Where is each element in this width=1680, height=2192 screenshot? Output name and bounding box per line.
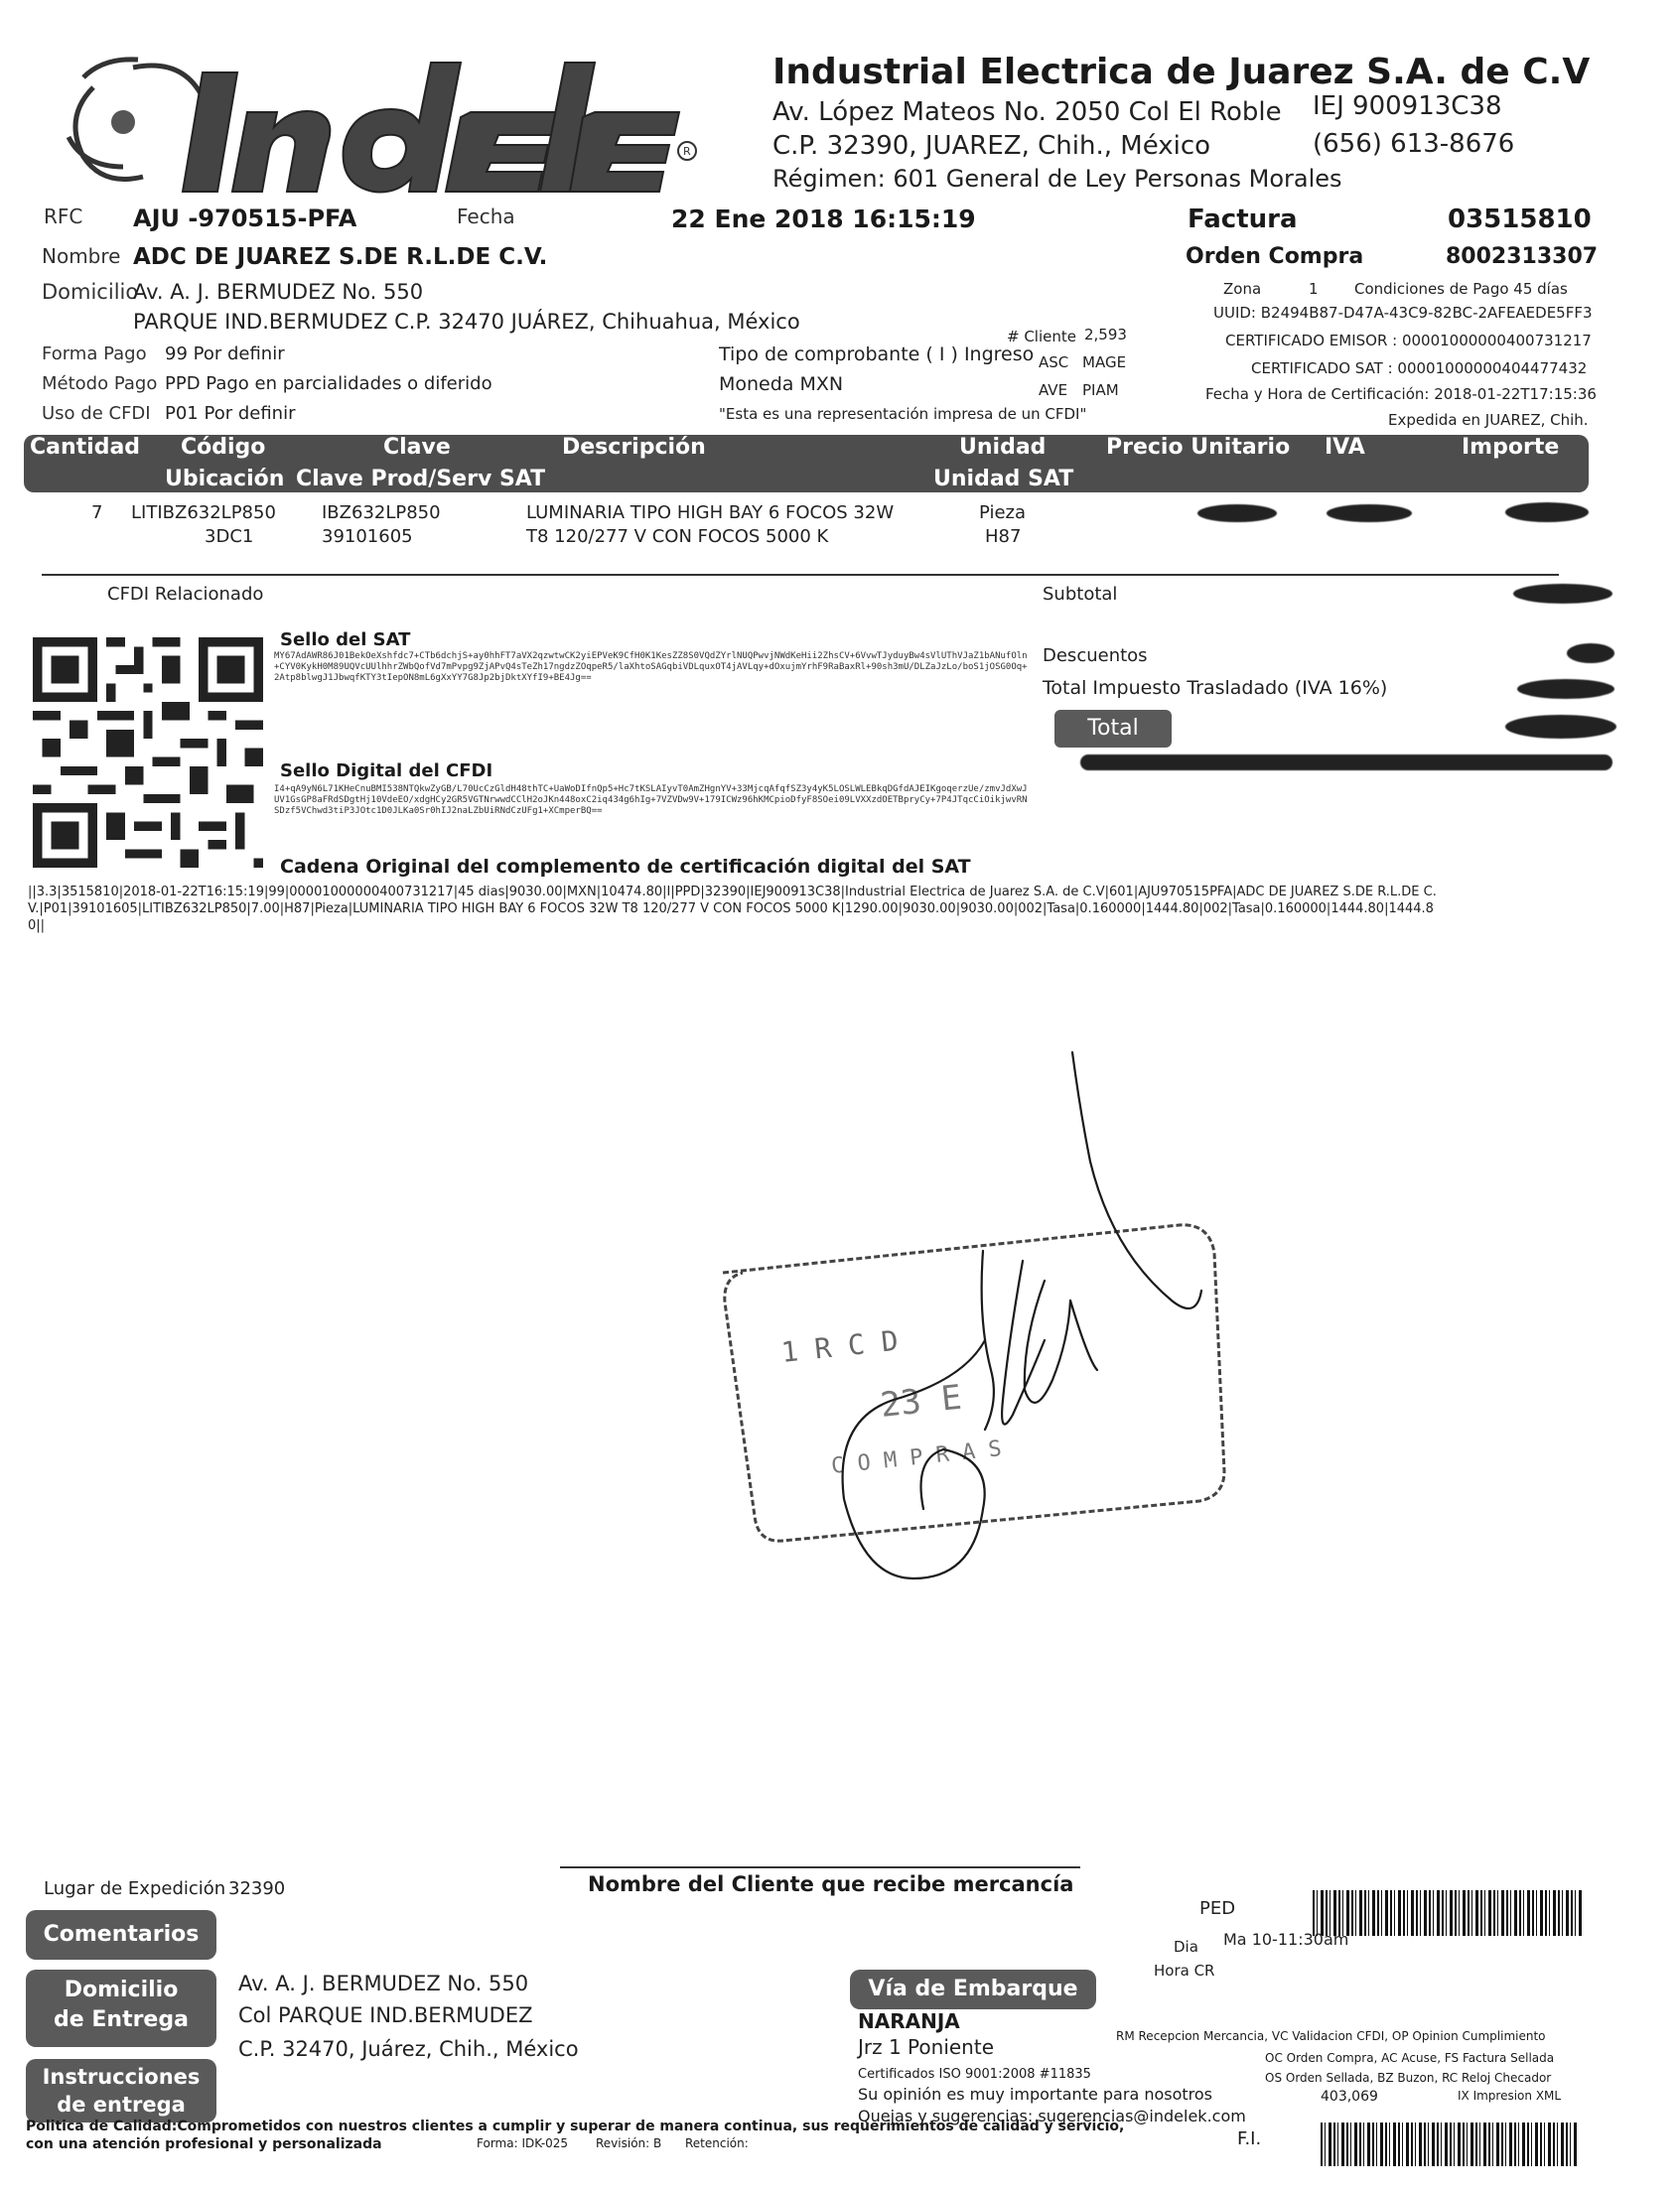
entrega-line-2: Col PARQUE IND.BERMUDEZ (238, 2003, 533, 2027)
iso-certificados: Certificados ISO 9001:2008 #11835 (858, 2067, 1091, 2082)
row-ubicacion: 3DC1 (205, 526, 254, 547)
redacted-importe (1505, 502, 1589, 522)
instrucciones-line-1: Instrucciones (42, 2065, 201, 2089)
forma-code: Forma: IDK-025 (477, 2136, 569, 2150)
quejas-text: Quejas y sugerencias: sugerencias@indelek.com (858, 2107, 1246, 2125)
barcode-bottom (1321, 2123, 1579, 2166)
entrega-line-3: C.P. 32470, Juárez, Chih., México (238, 2037, 579, 2061)
naranja: NARANJA (858, 2009, 960, 2033)
ix-line: IX Impresion XML (1458, 2089, 1562, 2103)
representacion-impresa: "Esta es una representación impresa de un CFDI" (719, 405, 1087, 423)
dia-value: Ma 10-11:30am (1223, 1930, 1349, 1949)
redacted-impuesto (1517, 679, 1614, 699)
th-iva: IVA (1325, 435, 1365, 460)
revision: Revisión: B (596, 2136, 662, 2150)
fecha-label: Fecha (457, 205, 515, 228)
row-descripcion-1: LUMINARIA TIPO HIGH BAY 6 FOCOS 32W (526, 502, 895, 523)
cfdi-relacionado: CFDI Relacionado (107, 584, 264, 605)
row-descripcion-2: T8 120/277 V CON FOCOS 5000 K (526, 526, 829, 547)
dia-label: Dia (1174, 1938, 1198, 1956)
sello-sat-label: Sello del SAT (280, 629, 411, 650)
sello-cfdi-value: I4+qA9yN6L71KHeCnuBMI538NTQkwZyGB/L70UcCzGldH48thTC+UaWoDIfnQp5+Hc7tKSLAIyvT0AmZHgnYV+33MjcqAfqfSZ3y4yK5LOSLWLEBkqDGfdAJEIKgoqerzUe/zmvJdXwJUV1GsGP8aFRdSDgtHj10VdeEO/xdgHCy2GR5VGTNrwwdCClH2oJKn448oxC2iq434g6hIg+7VZVDw9V+179ICWz96hKMCpioDfyF8SOei09LVXXzdOETBpryCy+7P4JTqcCiOikjwvRNSDzf5VChwd3tiP3JOtc1D0JLKa0Sr0hIJ2naLZbUiRNdCzUFg1+XCmperBQ== (274, 784, 1028, 816)
comentarios-button[interactable]: Comentarios (26, 1910, 216, 1960)
table-header (24, 435, 1589, 492)
nombre-label: Nombre (42, 244, 121, 268)
domicilio-line-2: PARQUE IND.BERMUDEZ C.P. 32470 JUÁREZ, Chihuahua, México (133, 310, 800, 334)
signature (814, 1042, 1231, 1628)
via-embarque-label: Vía de Embarque (850, 1970, 1096, 2009)
domicilio-entrega-line-1: Domicilio (64, 1978, 179, 2002)
company-address-1: Av. López Mateos No. 2050 Col El Roble (772, 97, 1282, 127)
redacted-total (1505, 715, 1616, 739)
client-name: ADC DE JUAREZ S.DE R.L.DE C.V. (133, 244, 548, 270)
stamp-line-1: 1 R C D (779, 1323, 901, 1369)
domicilio-entrega-line-2: de Entrega (54, 2007, 189, 2032)
redacted-descuentos (1567, 643, 1614, 663)
ave-label: AVE (1039, 381, 1068, 399)
instrucciones-line-2: de entrega (57, 2093, 186, 2117)
th-unidad-sat: Unidad SAT (933, 467, 1074, 491)
moneda: Moneda MXN (719, 373, 844, 395)
metodo-pago-value: PPD Pago en parcialidades o diferido (165, 373, 492, 394)
factura-number: 03515810 (1448, 205, 1592, 234)
expedida-en: Expedida en JUAREZ, Chih. (1388, 411, 1589, 429)
orden-label: Orden Compra (1186, 244, 1364, 269)
qr-code (24, 637, 272, 868)
impuesto-label: Total Impuesto Trasladado (IVA 16%) (1043, 677, 1388, 699)
row-clave: IBZ632LP850 (322, 502, 441, 523)
politica-line-2: con una atención profesional y personalizada (26, 2136, 382, 2152)
redacted-iva (1327, 504, 1412, 522)
lugar-label: Lugar de Expedición (44, 1878, 226, 1899)
factura-label: Factura (1188, 205, 1298, 234)
fecha-value: 22 Ene 2018 16:15:19 (671, 205, 976, 233)
client-rfc: AJU -970515-PFA (133, 205, 357, 232)
sello-cfdi-label: Sello Digital del CFDI (280, 760, 493, 781)
th-ubicacion: Ubicación (165, 467, 285, 491)
total-label: Total (1054, 710, 1172, 748)
certificado-emisor: CERTIFICADO EMISOR : 00001000000400731217 (1225, 332, 1592, 349)
tipo-comprobante: Tipo de comprobante ( I ) Ingreso (719, 343, 1035, 365)
opinion-text: Su opinión es muy importante para nosotros (858, 2085, 1213, 2104)
row-clave-prod: 39101605 (322, 526, 413, 547)
redacted-precio (1197, 504, 1277, 522)
metodo-pago-label: Método Pago (42, 373, 158, 394)
rm-line: RM Recepcion Mercancia, VC Validacion CFDI, OP Opinion Cumplimiento (1116, 2029, 1546, 2043)
nombre-cliente-label: Nombre del Cliente que recibe mercancía (588, 1872, 1074, 1896)
th-clave-prod: Clave Prod/Serv SAT (296, 467, 546, 491)
th-descripcion: Descripción (562, 435, 706, 460)
subtotal-label: Subtotal (1043, 584, 1118, 605)
uuid: UUID: B2494B87-D47A-43C9-82BC-2AFEAEDE5FF3 (1213, 304, 1593, 322)
company-address-2: C.P. 32390, JUAREZ, Chih., México (772, 131, 1211, 161)
company-name: Industrial Electrica de Juarez S.A. de C.V (772, 52, 1591, 92)
orden-number: 8002313307 (1446, 244, 1599, 269)
sello-sat-value: MY67AdAWR86J01BekOeXshfdc7+CTb6dchjS+ay0hhFT7aVX2qzwtwCK2yiEPVeK9CfH0K1KesZZ8S0VQdZYrlNUQPwvjNWdKeHii2ZhsCV+6VvwTJyduyBw4sVlUThVJaZ1bANufOln+CYV0KykH0M89UQVcUUlhhrZWbQofVd7mPvpg9ZjAPvQ4sTeZh17ngdzZOqpeR5/laXhtoSAGqbiVDLquxOT4jAVLqy+dOxujmYrhF9RaBaxRl+90sh3mU/DLZaJzLo/boS1jOSG0Oq+2Atp8blwgJ1JbwqfKTY3tIepON8mL6gXxYY7G8Jp2bjDktXYfI9+BE4Jg== (274, 651, 1028, 683)
uso-cfdi-label: Uso de CFDI (42, 403, 151, 424)
company-phone: (656) 613-8676 (1313, 129, 1515, 159)
fecha-certificacion: Fecha y Hora de Certificación: 2018-01-22T17:15:36 (1205, 385, 1597, 403)
ped-label: PED (1199, 1898, 1236, 1919)
hora-label: Hora CR (1154, 1962, 1215, 1980)
redacted-subtotal (1513, 584, 1612, 604)
row-unidad-sat: H87 (985, 526, 1022, 547)
table-divider (42, 574, 1559, 576)
forma-pago-value: 99 Por definir (165, 343, 285, 364)
redacted-total-words (1080, 754, 1612, 770)
os-line: OS Orden Sellada, BZ Buzon, RC Reloj Checador (1265, 2071, 1552, 2085)
politica-line-1: Politica de Calidad:Comprometidos con nuestros clientes a cumplir y superar de manera continua, sus requerimientos de calidad y servicio, (26, 2119, 1125, 2134)
row-cantidad: 7 (91, 502, 103, 523)
cliente-value: 2,593 (1084, 326, 1127, 343)
indelek-logo (24, 28, 699, 206)
condiciones-pago: Condiciones de Pago 45 días (1354, 280, 1568, 298)
row-codigo: LITIBZ632LP850 (131, 502, 276, 523)
asc-label: ASC (1039, 353, 1069, 371)
zona-value: 1 (1309, 280, 1319, 298)
th-codigo: Código (181, 435, 266, 460)
row-unidad: Pieza (979, 502, 1027, 523)
th-unidad: Unidad (959, 435, 1047, 460)
domicilio-label: Domicilio (42, 280, 139, 304)
cadena-original: ||3.3|3515810|2018-01-22T16:15:19|99|00001000000400731217|45 dias|9030.00|MXN|10474.80|I|PPD|32390|IEJ900913C38|Industrial Electrica de Juarez S.A. de C.V|601|AJU970515PFA|ADC DE JUAREZ S.DE R.L.DE C.V.|P01|39101605|LITIBZ632LP850|7.00|H87|Pieza|LUMINARIA TIPO HIGH BAY 6 FOCOS 32W T8 120/277 V CON FOCOS 5000 K|1290.00|9030.00|9030.00|002|Tasa|0.160000|1444.80|002|Tasa|0.160000|1444.80|1444.80|| (28, 885, 1437, 933)
footer-number: 403,069 (1321, 2089, 1378, 2105)
certificado-sat: CERTIFICADO SAT : 00001000000404477432 (1251, 359, 1588, 377)
domicilio-entrega-button[interactable] (26, 1970, 216, 2047)
rfc-label: RFC (44, 205, 83, 228)
th-clave: Clave (383, 435, 451, 460)
uso-cfdi-value: P01 Por definir (165, 403, 296, 424)
domicilio-line-1: Av. A. J. BERMUDEZ No. 550 (133, 280, 424, 304)
company-rfc: IEJ 900913C38 (1313, 91, 1502, 121)
asc-value: MAGE (1082, 353, 1127, 371)
instrucciones-entrega-button[interactable] (26, 2059, 216, 2123)
cliente-label: # Cliente (1007, 328, 1076, 345)
barcode-top (1313, 1890, 1583, 1936)
oc-line: OC Orden Compra, AC Acuse, FS Factura Sellada (1265, 2051, 1555, 2065)
stamp-line-3: C O M P R A S (830, 1437, 1003, 1479)
th-importe: Importe (1462, 435, 1560, 460)
retencion: Retención: (685, 2136, 749, 2150)
lugar-value: 32390 (228, 1878, 286, 1899)
stamp-line-2: 23 E (878, 1377, 964, 1426)
forma-pago-label: Forma Pago (42, 343, 147, 364)
fi-label: F.I. (1237, 2128, 1262, 2149)
ave-value: PIAM (1082, 381, 1119, 399)
svg-text:R: R (683, 145, 691, 158)
entrega-line-1: Av. A. J. BERMUDEZ No. 550 (238, 1972, 529, 1995)
jrz-poniente: Jrz 1 Poniente (858, 2035, 995, 2059)
th-precio-unitario: Precio Unitario (1106, 435, 1291, 460)
th-cantidad: Cantidad (30, 435, 141, 460)
descuentos-label: Descuentos (1043, 645, 1148, 666)
zona-label: Zona (1223, 280, 1262, 298)
cadena-label: Cadena Original del complemento de certificación digital del SAT (280, 856, 971, 878)
company-regimen: Régimen: 601 General de Ley Personas Morales (772, 165, 1342, 193)
signature-line (560, 1866, 1080, 1868)
